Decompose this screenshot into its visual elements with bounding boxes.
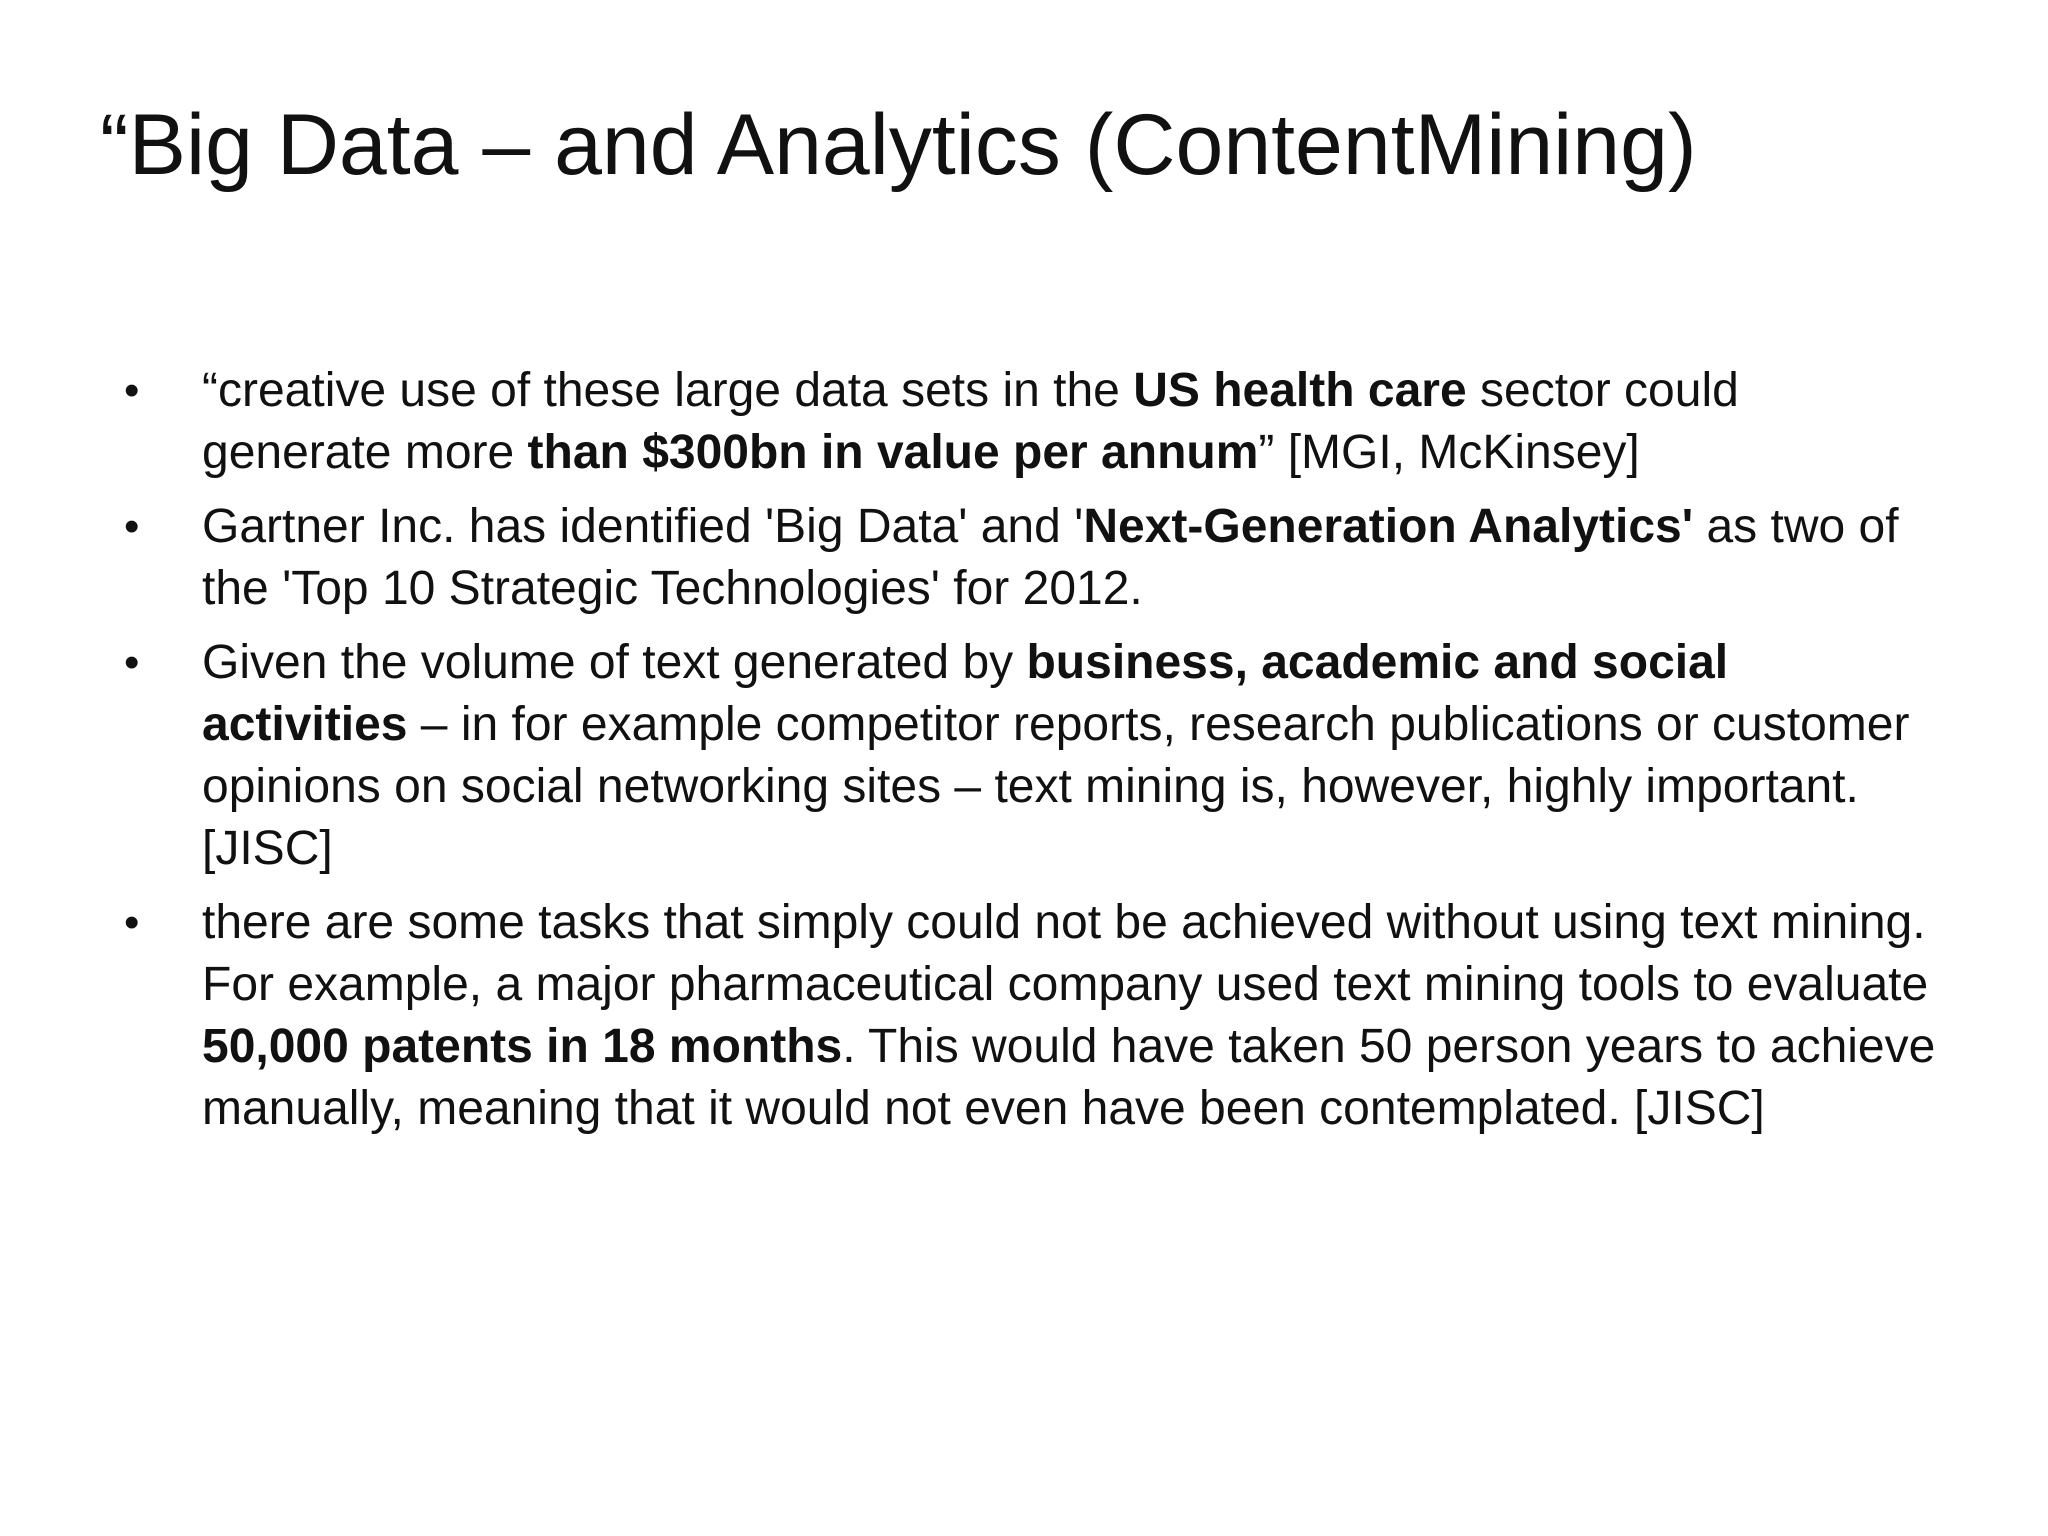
bullet-bold-segment: than $300bn in value per annum (527, 426, 1259, 479)
bullet-segment: there are some tasks that simply could not be achieved without using text mining. For example, a major pharmaceutical company used text mining tools to evaluate (202, 896, 1929, 1011)
bullet-bold-segment: Next-Generation Analytics' (1083, 500, 1694, 553)
bullet-dot-icon: • (124, 638, 140, 687)
bullet-segment: . This would have taken 50 person years to achieve manually, meaning that it would not even have been contemplated. [JISC] (202, 1020, 1936, 1135)
bullet-bold-segment: 50,000 patents in 18 months (202, 1020, 843, 1073)
bullet-segment: ” [MGI, McKinsey] (1258, 426, 1640, 479)
bullet-item (110, 892, 1940, 1140)
bullet-segment: “creative use of these large data sets in the (202, 364, 1134, 417)
bullet-dot-icon: • (124, 366, 140, 415)
bullet-dot-icon: • (124, 898, 140, 947)
bullet-segment: Given the volume of text generated by (202, 636, 1027, 689)
bullet-list (110, 360, 1940, 1152)
bullet-text (202, 896, 1935, 1135)
bullet-dot-icon: • (124, 502, 140, 551)
bullet-text (202, 500, 1899, 615)
slide-title: “Big Data – and Analytics (ContentMining) (100, 97, 1697, 193)
bullet-bold-segment: US health care (1133, 364, 1467, 417)
bullet-item (110, 496, 1940, 620)
bullet-item (110, 360, 1940, 484)
bullet-item (110, 632, 1940, 880)
bullet-text (202, 364, 1739, 479)
bullet-segment: sector could generate more (202, 364, 1739, 479)
bullet-segment: Gartner Inc. has identified 'Big Data' and ' (202, 500, 1084, 553)
bullet-segment: – in for example competitor reports, research publications or customer opinions on social networking sites – text mining is, however, highly important. [JISC] (202, 698, 1910, 875)
bullet-text (202, 636, 1909, 875)
bullet-bold-segment: business, academic and social activities (202, 636, 1729, 751)
bullet-segment: as two of the 'Top 10 Strategic Technologies' for 2012. (202, 500, 1899, 615)
